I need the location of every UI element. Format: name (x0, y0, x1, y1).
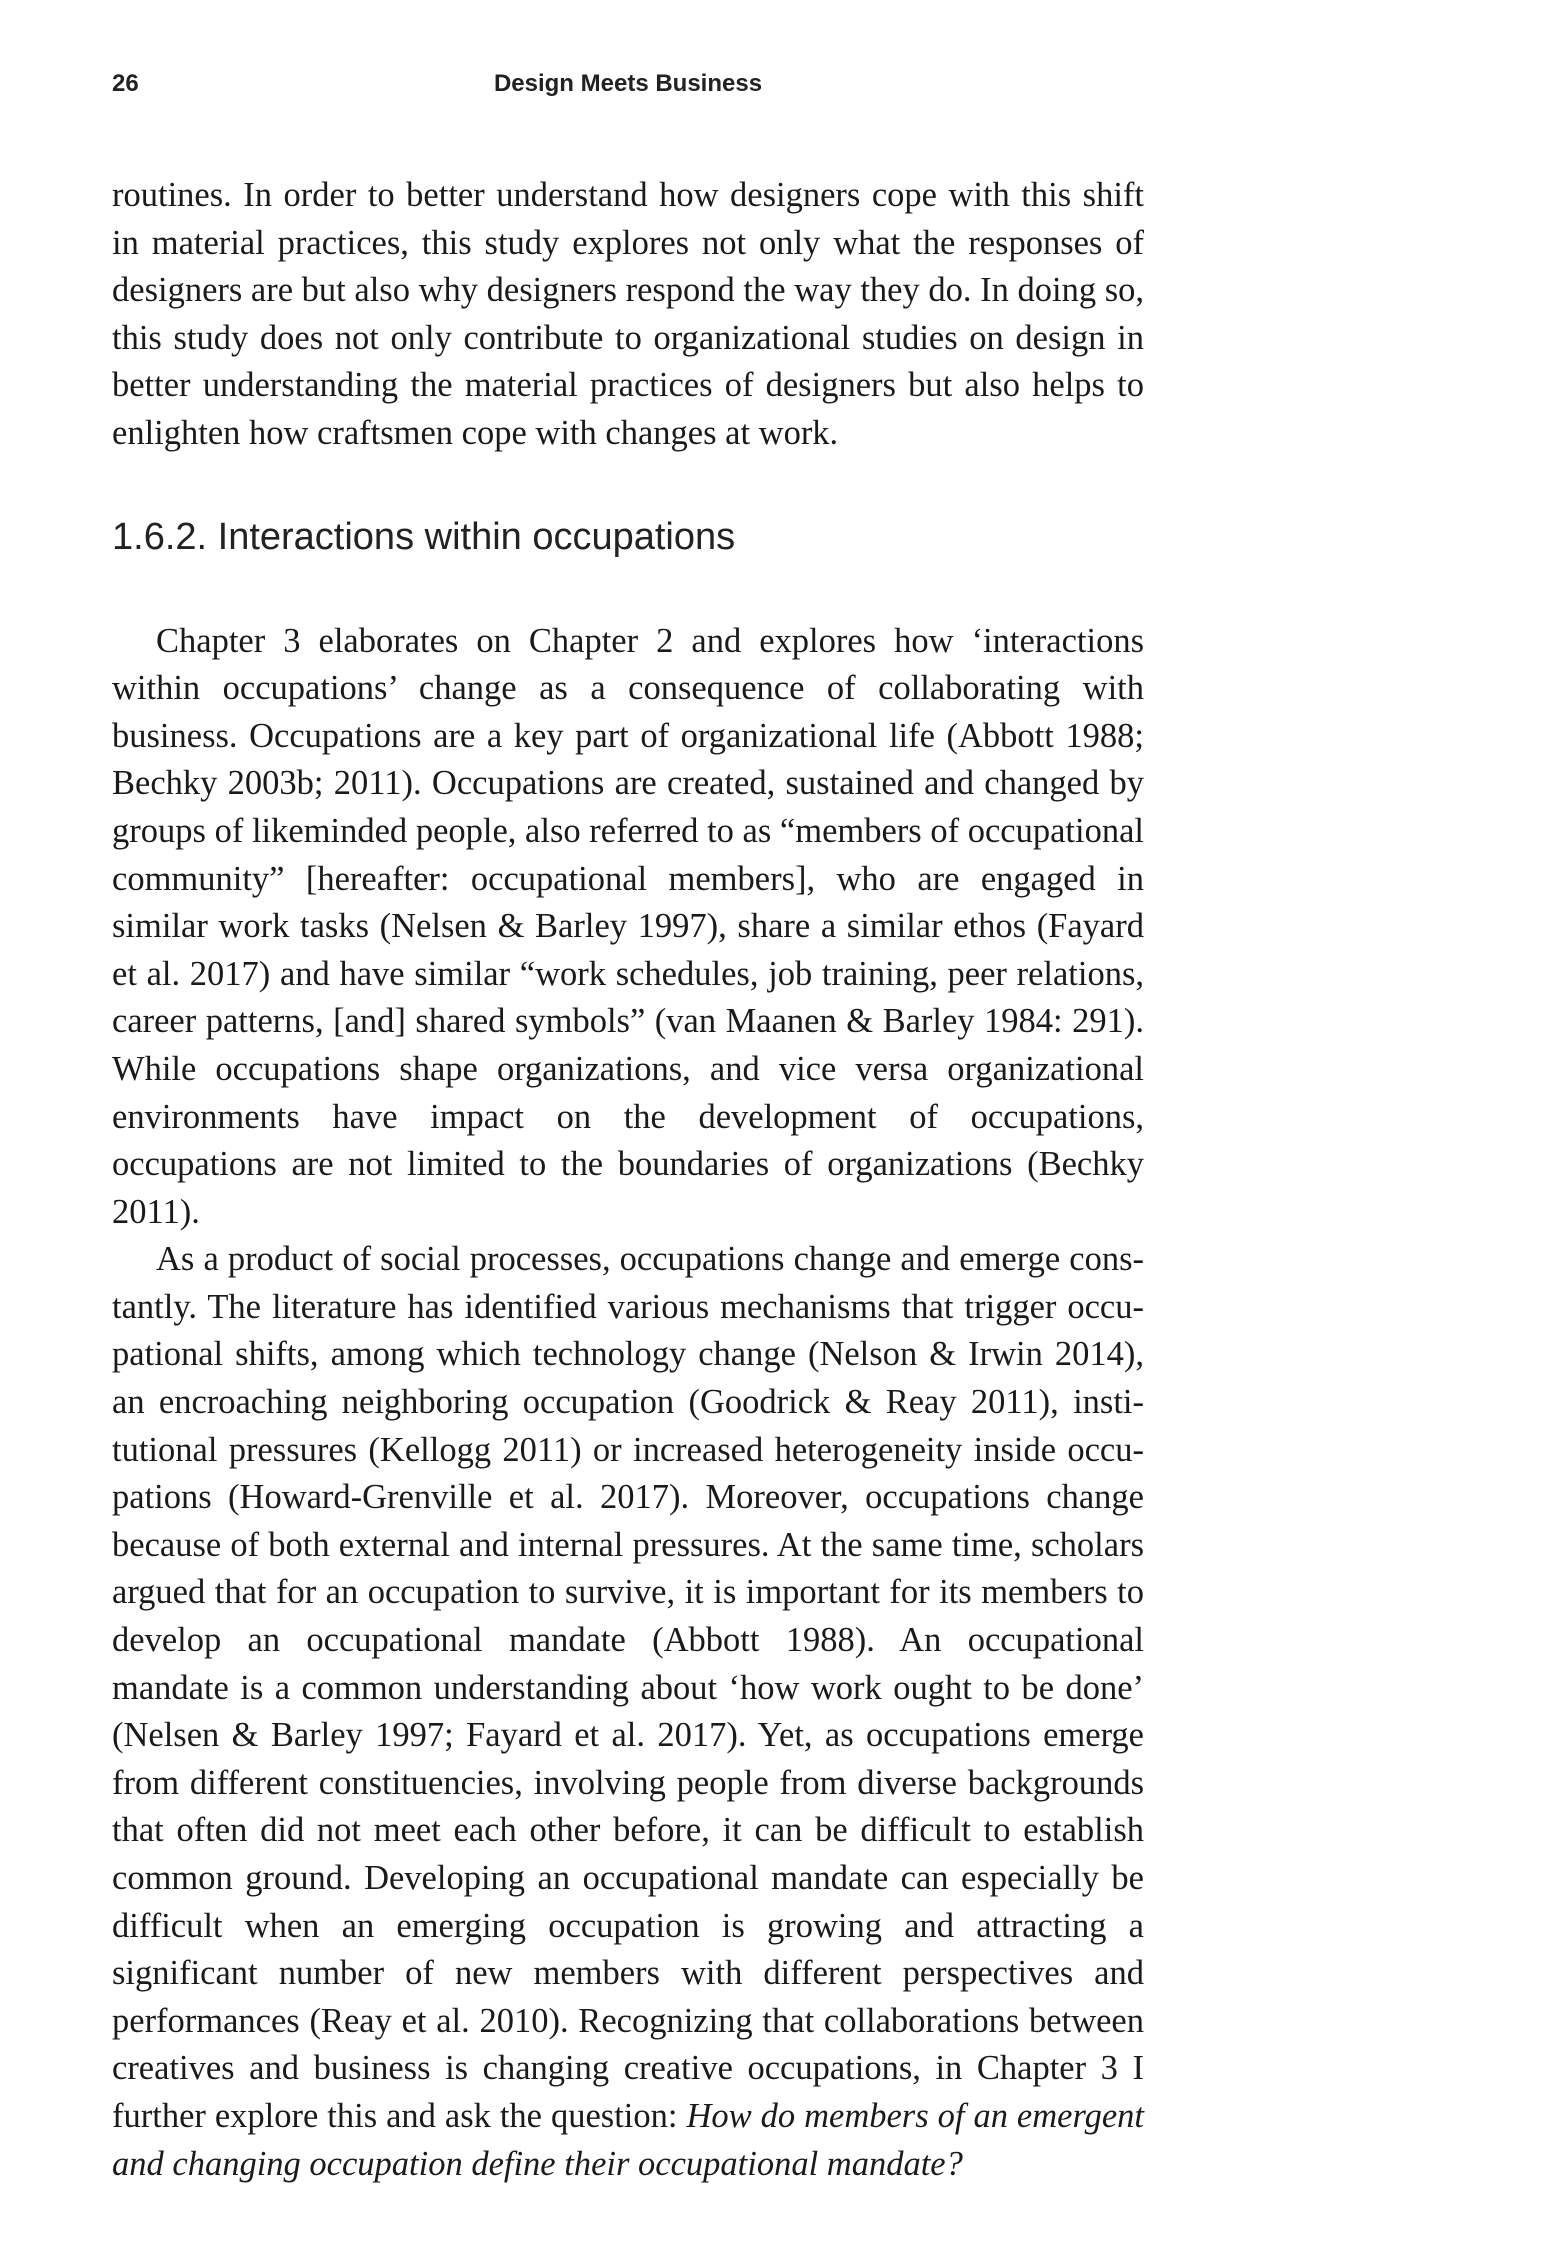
body-text (112, 172, 1144, 2188)
paragraph-text: As a product of social processes, occupations change and emerge constantly. The literature has identified various mechanisms that trigger occupational shifts, among which technology change (Nelson & Irwin 2014), an encroaching neighboring occupation (Goodrick & Reay 2011), institutional pressures (Kellogg 2011) or increased heterogeneity inside occupations (Howard-Grenville et al. 2017). Moreover, occupations change because of both external and internal pressures. At the same time, scholars argued that for an occupation to survive, it is important for its members to develop an occupational mandate (Abbott 1988). An occupational mandate is a common understanding about ‘how work ought to be done’ (Nelsen & Barley 1997; Fayard et al. 2017). Yet, as occupations emerge from different constituencies, involving people from diverse backgrounds that often did not meet each other before, it can be difficult to establish common ground. Developing an occupational mandate can especially be difficult when an emerging occupation is growing and attracting a significant number of new members with different perspectives and performances (Reay et al. 2010). Recognizing that collaborations between creatives and business is changing creative occupations, in Chapter 3 I further explore this and ask the question: (112, 1240, 1144, 2135)
paragraph (112, 1236, 1144, 2188)
running-title: Design Meets Business (493, 70, 763, 97)
paragraph-continued: routines. In order to better understand how designers cope with this shift in material practices, this study explores not only what the responses of designers are but also why designers respond the way they do. In doing so, this study does not only contribute to organizational studies on design in better understanding the material practices of designers but also helps to enlighten how craftsmen cope with changes at work. (112, 176, 1144, 452)
paragraph: Chapter 3 elaborates on Chapter 2 and explores how ‘interactions within occupations’ change as a consequence of collaborating with business. Occupations are a key part of organizational life (Abbott 1988; Bechky 2003b; 2011). Occupations are created, sustained and changed by groups of likeminded people, also referred to as “members of occupational community” [hereafter: occupational members], who are engaged in similar work tasks (Nelsen & Barley 1997), share a similar ethos (Fayard et al. 2017) and have similar “work schedules, job training, peer relations, career patterns, [and] shared symbols” (van Maanen & Barley 1984: 291). While occupations shape organizations, and vice versa organizational environments have impact on the development of occupations, occupations are not limited to the boundaries of organizations (Bechky 2011). (112, 621, 1144, 1231)
research-question: How do members of an emergent and changing occupation define their occupational mandate? (112, 2096, 1145, 2183)
section-heading: 1.6.2. Interactions within occupations (112, 515, 736, 558)
running-header (112, 70, 1144, 104)
page-number: 26 (112, 70, 139, 97)
